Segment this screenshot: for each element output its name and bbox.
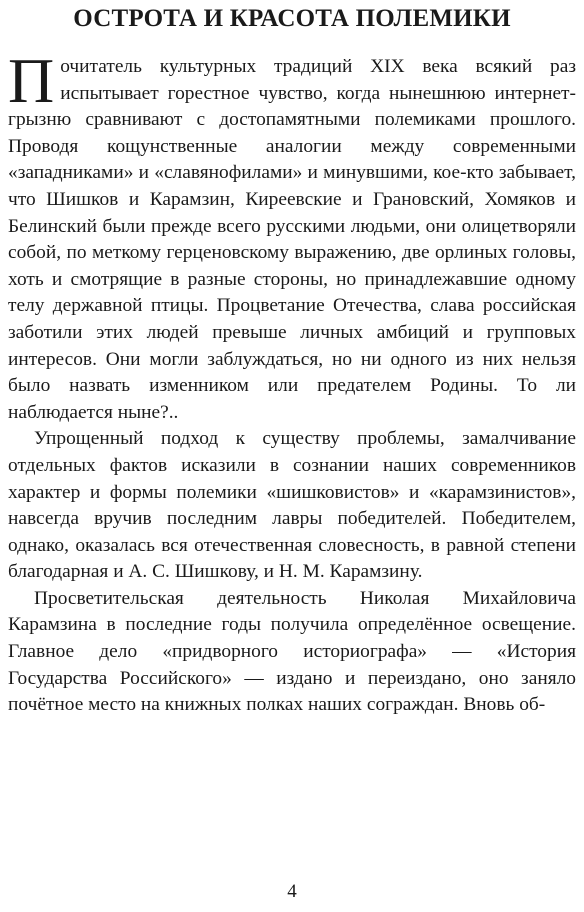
paragraph-1-text: очитатель культурных традиций XIX века всякий раз испытывает горестное чувство, когда нынешнюю интернет-грызню сравнивают с достопамятными полемиками прошлого. Проводя кощунственные аналогии между современными «западниками» и «славянофилами» и минувшими, кое-кто забывает, что Шишков и Карамзин, Киреевские и Грановский, Хомяков и Белинский были прежде всего русскими людьми, они олицетворяли собой, по меткому герценовскому выражению, две орлиных головы, хоть и смотрящие в разные стороны, но принадлежавшие одному телу державной птицы. Процветание Отечества, слава российская заботили этих людей превыше личных амбиций и групповых интересов. Они могли заблуждаться, но ни одного из них нельзя было назвать изменником или предателем Родины. То ли наблюдается ныне?.. bbox=[8, 56, 576, 423]
chapter-heading: ОСТРОТА И КРАСОТА ПОЛЕМИКИ bbox=[73, 5, 511, 32]
page-number: 4 bbox=[287, 881, 297, 902]
body-text bbox=[8, 45, 576, 719]
paragraph-1 bbox=[8, 45, 576, 426]
drop-cap: П bbox=[8, 45, 55, 116]
paragraph-2: Упрощенный подход к существу проблемы, замалчивание отдельных фактов исказили в сознании наших современников характер и формы полемики «шишковистов» и «карамзинистов», навсегда вручив последним лавры победителей. Победителем, однако, оказалась вся отечественная словесность, в равной степени благодарная и А. С. Шишкову, и Н. М. Карамзину. bbox=[8, 428, 576, 583]
paragraph-3: Просветительская деятельность Николая Михайловича Карамзина в последние годы получила определённое освещение. Главное дело «придворного историографа» — «История Государства Российского» — издано и переиздано, оно заняло почётное место на книжных полках наших сограждан. Вновь об- bbox=[8, 587, 576, 716]
